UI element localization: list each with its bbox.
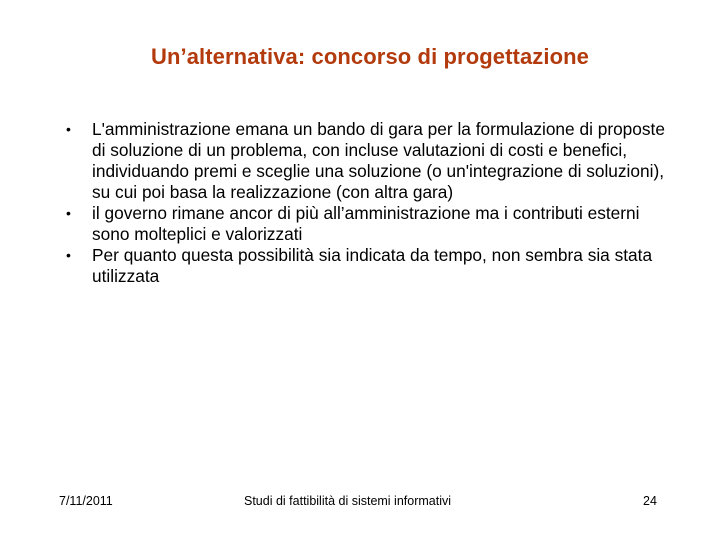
slide-title: Un’alternativa: concorso di progettazione bbox=[150, 44, 590, 69]
bullet-text: il governo rimane ancor di più all’amministrazione ma i contributi esterni sono molteplici e valorizzati bbox=[92, 203, 640, 244]
bullet-item bbox=[66, 245, 672, 287]
bullet-item bbox=[66, 203, 672, 245]
bullet-item bbox=[66, 119, 672, 203]
bullet-text: L'amministrazione emana un bando di gara per la formulazione di proposte di soluzione di un problema, con incluse valutazioni di costi e benefici, individuando premi e sceglie una soluzione (o un'integrazione di soluzioni), su cui poi basa la realizzazione (con altra gara) bbox=[92, 119, 665, 202]
page-number: 24 bbox=[643, 494, 657, 508]
footer-course-title: Studi di fattibilità di sistemi informativi bbox=[244, 494, 452, 508]
bullet-icon: • bbox=[66, 205, 71, 221]
bullet-text: Per quanto questa possibilità sia indicata da tempo, non sembra sia stata utilizzata bbox=[92, 245, 653, 286]
footer-date: 7/11/2011 bbox=[59, 494, 113, 508]
bullet-list bbox=[66, 119, 672, 287]
bullet-icon: • bbox=[66, 121, 71, 137]
bullet-icon: • bbox=[66, 247, 71, 263]
